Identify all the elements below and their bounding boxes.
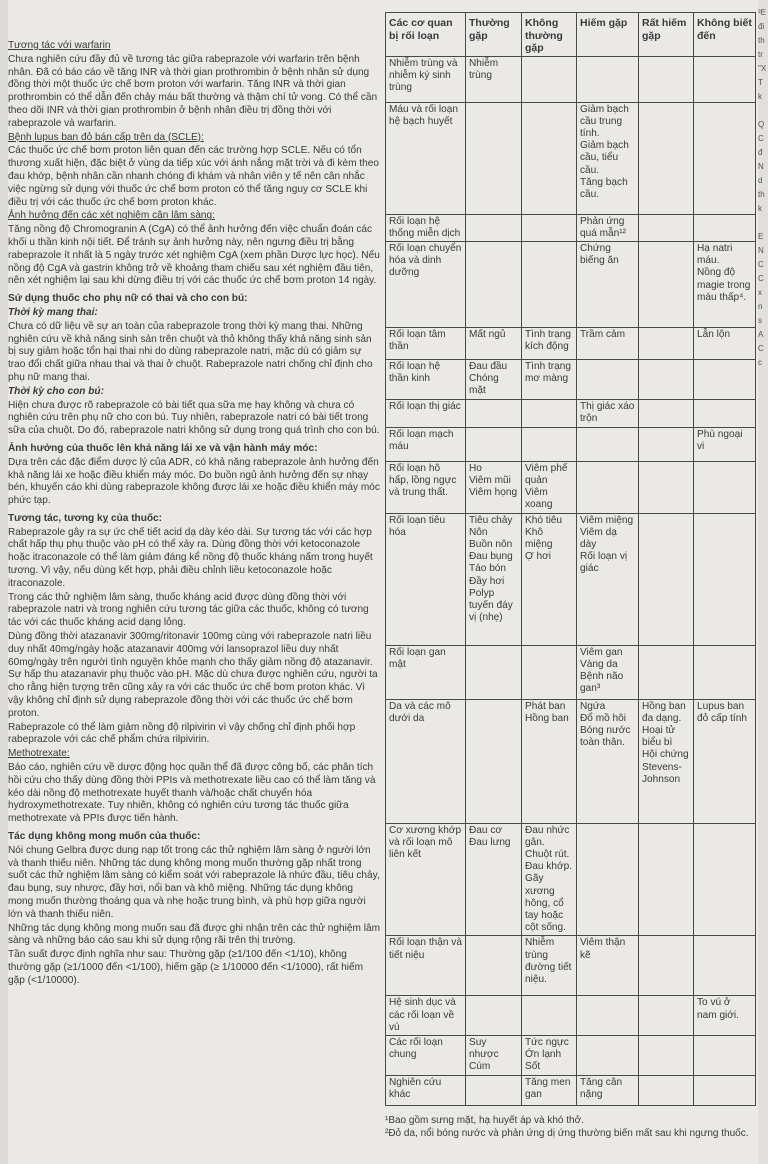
cell-text: Hội chứng Stevens-Johnson — [642, 749, 689, 785]
paragraph-pregnancy: Chưa có dữ liệu về sự an toàn của rabeprazole trong thời kỳ mang thai. Những nghiên cứu về khả năng sinh sản trên chuột và thỏ không thấy khả năng sinh sản bị suy giảm hoặc tổn hại thai nhi do dùng rabeprazole natri, mặc dù có giảm sự trao đổi chất giữa nhau thai và thai ở chuột. Rabeprazole natri chống chỉ định cho phụ nữ mang thai. — [8, 320, 373, 383]
rare-cell — [577, 645, 639, 699]
table-row — [386, 699, 756, 823]
cell-text: Ợ hơi — [525, 551, 551, 563]
organ-cell — [386, 936, 466, 996]
unknown-cell — [694, 823, 756, 936]
organ-cell — [386, 699, 466, 823]
cell-text: Rối loạn gan mật — [389, 646, 446, 670]
organ-cell — [386, 102, 466, 214]
very-rare-cell — [639, 823, 694, 936]
unknown-cell — [694, 1035, 756, 1075]
cell-text: Vàng da — [580, 658, 618, 670]
table-row — [386, 1075, 756, 1105]
rare-cell — [577, 699, 639, 823]
margin-fragment: đi — [758, 22, 765, 31]
margin-fragment: c — [758, 358, 762, 367]
unknown-cell — [694, 427, 756, 461]
cell-text: Đau bụng — [469, 551, 513, 563]
margin-fragment: T — [758, 78, 763, 87]
cell-text: Hạ natri máu. — [697, 242, 733, 267]
uncommon-cell — [522, 461, 577, 513]
very-rare-cell — [639, 1035, 694, 1075]
paragraph-adverse-effects-1: Nói chung Gelbra được dung nạp tốt trong các thử nghiệm lâm sàng ở người lớn và thanh thiếu niên. Những tác dụng không mong muốn thường gặp nhất trong suốt các thử nghiệm lâm sàng có kiểm soát với rabeprazole là nhức đầu, tiêu chảy, đau bụng, suy nhược, đầy hơi, nổi ban và khô miệng. Những tác dụng không mong muốn thường thoáng qua và nhẹ hoặc trung bình, và phù hợp giữa người lớn và thanh thiếu niên. — [8, 844, 380, 920]
unknown-cell — [694, 241, 756, 327]
rare-cell — [577, 996, 639, 1036]
organ-cell — [386, 359, 466, 399]
rare-cell — [577, 214, 639, 241]
cell-text: Rối loạn hô hấp, lồng ngực và trung thất. — [389, 462, 457, 498]
paragraph-interactions-4: Rabeprazole có thể làm giảm nồng độ rilpivirin vì vậy chống chỉ định phối hợp rabeprazole với các chế phẩm chứa rilpivirin. — [8, 721, 356, 746]
margin-fragment — [758, 216, 768, 230]
section-heading-driving: Ảnh hưởng của thuốc lên khả năng lái xe và vận hành máy móc: — [8, 442, 318, 454]
common-cell — [466, 327, 522, 359]
organ-cell — [386, 399, 466, 427]
paragraph-methotrexate: Báo cáo, nghiên cứu về dược động học quần thể đã được công bố, các phân tích hồi cứu cho thấy dùng đồng thời PPIs và methotrexate liều cao có thể làm tăng và kéo dài nồng độ methotrexate huyết thanh và/hoặc chất chuyển hóa hydroxymethotrexate. Tuy nhiên, không có nghiên cứu tương tác thuốc giữa methotrexate và PPIs được tiến hành. — [8, 762, 376, 825]
margin-fragment: C — [758, 344, 764, 353]
uncommon-cell — [522, 936, 577, 996]
margin-fragment: N — [758, 246, 764, 255]
table-row — [386, 936, 756, 996]
section-heading-interactions: Tương tác, tương kỵ của thuốc: — [8, 512, 163, 524]
cell-text: Nhiễm trùng và nhiễm ký sinh trùng — [389, 57, 458, 93]
cell-text: Viêm phế quản — [525, 462, 568, 486]
rare-cell — [577, 102, 639, 214]
common-cell — [466, 1035, 522, 1075]
rare-cell — [577, 56, 639, 102]
table-row — [386, 327, 756, 359]
table-row — [386, 996, 756, 1036]
rare-cell — [577, 359, 639, 399]
margin-fragment: ³E — [758, 8, 766, 17]
margin-fragment: tr — [758, 50, 763, 59]
paragraph-lactation: Hiện chưa được rõ rabeprazole có bài tiết qua sữa mẹ hay không và chưa có nghiên cứu trên phụ nữ cho con bú. Tuy nhiên, rabeprazole natri có bài tiết trong sữa của chuột. Do đó, rabeprazole natri không sử dụng trong quá trình cho con bú. — [8, 399, 380, 437]
cell-text: Rối loạn vị giác — [580, 551, 628, 575]
cell-text: Da và các mô dưới da — [389, 700, 451, 724]
unknown-cell — [694, 461, 756, 513]
very-rare-cell — [639, 996, 694, 1036]
uncommon-cell — [522, 699, 577, 823]
margin-fragment: C — [758, 274, 764, 283]
cell-text: Bóng nước toàn thân. — [580, 724, 631, 749]
rare-cell — [577, 936, 639, 996]
common-cell — [466, 241, 522, 327]
header-organ: Các cơ quan bị rối loạn — [386, 13, 466, 57]
uncommon-cell — [522, 996, 577, 1036]
uncommon-cell — [522, 645, 577, 699]
paragraph-interactions-2: Trong các thử nghiệm lâm sàng, thuốc kháng acid được dùng đồng thời với rabeprazole natri và trong nghiên cứu tương tác giữa các thuốc, không có tương tác với các thuốc kháng acid dạng lỏng. — [8, 591, 369, 629]
cell-text: Nhiễm trùng đường tiết niệu. — [525, 937, 572, 985]
margin-fragment: Q — [758, 120, 765, 129]
cell-text: Rối loạn hệ thống miễn dịch — [389, 215, 461, 239]
unknown-cell — [694, 102, 756, 214]
header-unknown: Không biết đến — [694, 13, 756, 57]
paragraph-adverse-effects-2: Những tác dụng không mong muốn sau đã được ghi nhận trên các thử nghiệm lâm sàng và những báo cáo sau khi sử dụng rộng rãi trên thị trường. — [8, 922, 380, 947]
cell-text: Nghiên cứu khác — [389, 1076, 442, 1101]
cell-text: Rối loạn tiêu hóa — [389, 514, 446, 538]
paragraph-interactions-3: Dùng đồng thời atazanavir 300mg/ritonavir 100mg cùng với rabeprazole natri liều duy nhất 40mg/ngày hoặc atazanavir 400mg với lansoprazol liều duy nhất 60mg/ngày trên người tình nguyện khỏe mạnh cho thấy giảm nồng độ atazanavir. Sự hấp thu atazanavir phụ thuộc vào pH. Mặc dù chưa được nghiên cứu, người ta cho rằng hiện tượng trên cũng xảy ra với các thuốc ức chế bơm proton khác. Vì vậy không chỉ định sử dụng rabeprazole đồng thời với các thuốc ức chế bơm proton. — [8, 631, 378, 719]
margin-fragment: x — [758, 288, 762, 297]
margin-fragment: d — [758, 176, 763, 185]
uncommon-cell — [522, 56, 577, 102]
very-rare-cell — [639, 1075, 694, 1105]
common-cell — [466, 823, 522, 936]
unknown-cell — [694, 996, 756, 1036]
cell-text: Ớn lạnh — [525, 1049, 562, 1061]
unknown-cell — [694, 699, 756, 823]
page-edge-left — [0, 0, 8, 1164]
cell-text: Các rối loạn chung — [389, 1036, 443, 1061]
table-row — [386, 645, 756, 699]
left-text-column — [8, 40, 380, 989]
cell-text: Đau khớp. — [525, 861, 573, 873]
cell-text: Hồng ban — [525, 712, 569, 724]
table-header-row — [386, 13, 756, 57]
paragraph-scle: Các thuốc ức chế bơm proton liên quan đến các trường hợp SCLE. Nếu có tổn thương xuất hiện, đặc biệt ở vùng da tiếp xúc với ánh nắng mặt trời và đi kèm theo đau khớp, bệnh nhân cần nhanh chóng đi khám và nhân viên y tế nên cân nhắc việc ngừng sử dụng với thuốc ức chế bơm proton có thể tăng nguy cơ SCLE khi điều trị với các thuốc ức chế bơm proton khác. — [8, 145, 380, 208]
table-row — [386, 823, 756, 936]
common-cell — [466, 699, 522, 823]
table-row — [386, 214, 756, 241]
cell-text: Ngứa — [580, 700, 606, 712]
footnote-2: ²Đỏ da, nổi bóng nước và phản ứng dị ứng thường biến mất sau khi ngưng thuốc. — [385, 1127, 749, 1139]
cell-text: Rối loạn thận và tiết niệu — [389, 937, 462, 961]
margin-fragment: th — [758, 36, 765, 45]
organ-cell — [386, 327, 466, 359]
paragraph-interactions-1: Rabeprazole gây ra sự ức chế tiết acid dạ dày kéo dài. Sự tương tác với các hợp chất hấp thụ phụ thuộc vào pH có thể xảy ra. Dùng đồng thời với ketoconazole hoặc itraconazole có thể làm giảm đáng kể nồng độ thuốc kháng nấm trong huyết tương. Vì vậy, nếu dùng kết hợp, phải điều chỉnh liều ketoconazole hoặc itraconazole. — [8, 526, 373, 589]
very-rare-cell — [639, 645, 694, 699]
cell-text: Rối loạn thị giác — [389, 400, 461, 412]
very-rare-cell — [639, 461, 694, 513]
rare-cell — [577, 399, 639, 427]
cell-text: Chóng mặt — [469, 373, 499, 397]
rare-cell — [577, 327, 639, 359]
cell-text: Tăng cân nặng — [580, 1076, 623, 1101]
margin-fragment: k — [758, 92, 762, 101]
rare-cell — [577, 823, 639, 936]
cell-text: Đau đầu — [469, 360, 508, 372]
paragraph-lab-tests: Tăng nồng độ Chromogranin A (CgA) có thể ảnh hưởng đến việc chuẩn đoán các khối u thần kinh nội tiết. Để tránh sự ảnh hưởng này, nên ngưng điều trị bằng rabeprazole ít nhất là 5 ngày trước xét nghiệm CgA (xem phần Dược lực học). Nếu nồng độ CgA và gastrin không trở về khoảng tham chiếu sau xét nghiệm đầu tiên, nên xét nghiệm lại sau khi dừng điều trị với các thuốc ức chế bơm proton 14 ngày. — [8, 224, 380, 287]
very-rare-cell — [639, 214, 694, 241]
header-uncommon: Không thường gặp — [522, 13, 577, 57]
cell-text: Viêm gan — [580, 646, 623, 658]
table-row — [386, 399, 756, 427]
table-row — [386, 102, 756, 214]
cell-text: Ho — [469, 462, 482, 474]
cell-text: Tình trạng kích động — [525, 328, 572, 353]
cell-text: Hoại tử biểu bì — [642, 724, 676, 749]
cell-text: Cúm — [469, 1061, 491, 1073]
table-row — [386, 241, 756, 327]
uncommon-cell — [522, 823, 577, 936]
very-rare-cell — [639, 327, 694, 359]
margin-fragment: k — [758, 204, 762, 213]
organ-cell — [386, 241, 466, 327]
paragraph-adverse-effects-3: Tần suất được định nghĩa như sau: Thường gặp (≥1/100 đến <1/10), không thường gặp (≥1/1000 đến <1/100), hiếm gặp (≥ 1/10000 đến <1/1000), rất hiếm gặp (<1/10000). — [8, 949, 363, 986]
rare-cell — [577, 1035, 639, 1075]
rare-cell — [577, 513, 639, 645]
cell-text: Chuột rút. — [525, 848, 570, 860]
rare-cell — [577, 1075, 639, 1105]
margin-fragment — [758, 104, 768, 118]
cell-text: Phản ứng quá mẫn¹² — [580, 215, 627, 239]
section-heading-lab-tests: Ảnh hưởng đến các xét nghiệm cận lâm sàng: — [8, 210, 215, 222]
organ-cell — [386, 513, 466, 645]
common-cell — [466, 461, 522, 513]
cell-text: Tiêu chảy — [469, 514, 513, 526]
cell-text: Khô miệng — [525, 526, 553, 550]
cell-text: Polyp tuyến đáy vị (nhẹ) — [469, 587, 513, 624]
cell-text: Nhiễm trùng — [469, 57, 499, 81]
common-cell — [466, 102, 522, 214]
margin-fragment: th — [758, 190, 765, 199]
very-rare-cell — [639, 699, 694, 823]
very-rare-cell — [639, 102, 694, 214]
paragraph-driving: Dựa trên các đặc điểm dược lý của ADR, có khả năng rabeprazole ảnh hưởng đến khả năng lái xe hoặc điều khiển máy móc. Do buồn ngủ ảnh hưởng đến sự nhạy bén, khuyến cáo khi dùng rabeprazole không được lái xe hoặc điều khiển máy móc phức tạp. — [8, 456, 380, 507]
cell-text: Thị giác xáo trộn — [580, 400, 635, 424]
cell-text: Chứng biếng ăn — [580, 242, 619, 267]
header-rare: Hiếm gặp — [577, 13, 639, 57]
rare-cell — [577, 427, 639, 461]
cell-text: Lupus ban đỏ cấp tính — [697, 700, 747, 724]
unknown-cell — [694, 214, 756, 241]
cell-text: Giảm bạch cầu, tiểu cầu. — [580, 140, 629, 176]
margin-fragment: "X — [758, 64, 767, 73]
cell-text: Đầy hơi — [469, 575, 505, 587]
unknown-cell — [694, 1075, 756, 1105]
margin-fragment: s — [758, 316, 762, 325]
table-row — [386, 56, 756, 102]
unknown-cell — [694, 513, 756, 645]
margin-fragment: đ — [758, 148, 763, 157]
paragraph-warfarin: Chưa nghiên cứu đầy đủ về tương tác giữa rabeprazole với warfarin trên bệnh nhân. Đã có báo cáo về tăng INR và thời gian prothrombin ở bệnh nhân sử dụng đồng thời một thuốc ức chế bơm proton với warfarin. Tăng INR và thời gian prothrombin có thể dẫn đến chảy máu bất thường và thậm chí tử vong. Có thể cần theo dõi INR và thời gian prothrombin ở bệnh nhân điều trị đồng thời với rabeprazole và warfarin. — [8, 53, 378, 129]
table-footnotes — [385, 1114, 755, 1140]
cell-text: Nôn — [469, 526, 488, 538]
cell-text: To vú ở nam giới. — [697, 997, 739, 1021]
cell-text: Hồng ban đa dạng. — [642, 700, 686, 724]
section-heading-pregnancy: Sử dụng thuốc cho phụ nữ có thai và cho con bú: — [8, 293, 248, 305]
common-cell — [466, 936, 522, 996]
cell-text: Rối loạn mạch máu — [389, 428, 454, 452]
cell-text: Lẫn lộn — [697, 328, 731, 340]
table-row — [386, 513, 756, 645]
organ-cell — [386, 461, 466, 513]
cell-text: Rối loạn chuyển hóa và dinh dưỡng — [389, 242, 462, 279]
cell-text: Rối loạn tâm thần — [389, 328, 446, 353]
cell-text: Tức ngực — [525, 1036, 569, 1048]
subheading-pregnancy: Thời kỳ mang thai: — [8, 306, 98, 318]
table-row — [386, 427, 756, 461]
unknown-cell — [694, 327, 756, 359]
common-cell — [466, 399, 522, 427]
cell-text: Buồn nôn — [469, 538, 513, 550]
margin-fragment: N — [758, 162, 764, 171]
organ-cell — [386, 427, 466, 461]
cell-text: Đau lưng — [469, 836, 511, 848]
cell-text: Cơ xương khớp và rối loạn mô liên kết — [389, 824, 462, 860]
cell-text: Phát ban — [525, 700, 566, 712]
cell-text: Tăng men gan — [525, 1076, 571, 1101]
very-rare-cell — [639, 241, 694, 327]
cell-text: Máu và rối loạn hệ bạch huyết — [389, 103, 459, 127]
uncommon-cell — [522, 399, 577, 427]
cell-text: Tình trạng mơ màng — [525, 360, 572, 385]
cell-text: Đổ mồ hôi — [580, 712, 627, 724]
section-heading-scle: Bệnh lupus ban đỏ bán cấp trên da (SCLE): — [8, 131, 204, 143]
cell-text: Phù ngoại vi — [697, 428, 743, 452]
cell-text: Gãy xương hông, cổ tay hoặc cột sống. — [525, 873, 566, 934]
cell-text: Khó tiêu — [525, 514, 563, 526]
common-cell — [466, 214, 522, 241]
very-rare-cell — [639, 56, 694, 102]
margin-fragment: n — [758, 302, 763, 311]
uncommon-cell — [522, 1075, 577, 1105]
common-cell — [466, 427, 522, 461]
organ-cell — [386, 1075, 466, 1105]
cell-text: Trầm cảm — [580, 328, 626, 340]
common-cell — [466, 1075, 522, 1105]
subheading-lactation: Thời kỳ cho con bú: — [8, 385, 104, 397]
rare-cell — [577, 241, 639, 327]
unknown-cell — [694, 56, 756, 102]
cell-text: Giảm bạch cầu trung tính. — [580, 103, 629, 139]
cell-text: Viêm họng — [469, 486, 518, 498]
cell-text: Tăng bạch cầu. — [580, 176, 628, 200]
uncommon-cell — [522, 1035, 577, 1075]
section-heading-adverse-effects: Tác dụng không mong muốn của thuốc: — [8, 831, 201, 843]
header-common: Thường gặp — [466, 13, 522, 57]
cell-text: Hệ sinh dục và các rối loạn về vú — [389, 997, 456, 1033]
cell-text: Bệnh não gan³ — [580, 670, 624, 695]
cell-text: Suy nhược — [469, 1036, 499, 1061]
rare-cell — [577, 461, 639, 513]
footnote-1: ¹Bao gồm sưng mặt, hạ huyết áp và khó thở. — [385, 1114, 584, 1126]
uncommon-cell — [522, 327, 577, 359]
adjacent-page-fragment — [758, 6, 768, 370]
common-cell — [466, 56, 522, 102]
cell-text: Rối loạn hệ thần kinh — [389, 360, 441, 385]
very-rare-cell — [639, 936, 694, 996]
table-row — [386, 359, 756, 399]
margin-fragment: C — [758, 260, 764, 269]
unknown-cell — [694, 359, 756, 399]
table-row — [386, 1035, 756, 1075]
organ-cell — [386, 823, 466, 936]
common-cell — [466, 359, 522, 399]
organ-cell — [386, 996, 466, 1036]
unknown-cell — [694, 936, 756, 996]
cell-text: Mất ngủ — [469, 328, 506, 340]
section-heading-methotrexate: Methotrexate: — [8, 748, 70, 760]
right-table-column — [385, 12, 755, 1140]
unknown-cell — [694, 399, 756, 427]
very-rare-cell — [639, 427, 694, 461]
organ-cell — [386, 56, 466, 102]
header-very-rare: Rất hiếm gặp — [639, 13, 694, 57]
cell-text: Đau cơ — [469, 824, 502, 836]
organ-cell — [386, 645, 466, 699]
very-rare-cell — [639, 399, 694, 427]
cell-text: Sốt — [525, 1061, 541, 1073]
uncommon-cell — [522, 359, 577, 399]
unknown-cell — [694, 645, 756, 699]
common-cell — [466, 645, 522, 699]
organ-cell — [386, 1035, 466, 1075]
common-cell — [466, 996, 522, 1036]
adverse-effects-table — [385, 12, 756, 1106]
uncommon-cell — [522, 513, 577, 645]
uncommon-cell — [522, 214, 577, 241]
margin-fragment: E — [758, 232, 764, 241]
cell-text: Viêm mũi — [469, 474, 511, 486]
section-heading-warfarin: Tương tác với warfarin — [8, 40, 111, 51]
cell-text: Viêm miệng — [580, 514, 634, 526]
cell-text: Táo bón — [469, 563, 507, 575]
uncommon-cell — [522, 102, 577, 214]
uncommon-cell — [522, 427, 577, 461]
common-cell — [466, 513, 522, 645]
margin-fragment: A — [758, 330, 764, 339]
organ-cell — [386, 214, 466, 241]
very-rare-cell — [639, 513, 694, 645]
cell-text: Viêm xoang — [525, 486, 553, 511]
cell-text: Viêm thận kẽ — [580, 937, 626, 961]
uncommon-cell — [522, 241, 577, 327]
cell-text: Đau nhức gân. — [525, 824, 570, 848]
margin-fragment: C — [758, 134, 764, 143]
very-rare-cell — [639, 359, 694, 399]
cell-text: Viêm dạ dày — [580, 526, 617, 550]
cell-text: Nồng độ magie trong máu thấp⁴. — [697, 267, 751, 303]
table-row — [386, 461, 756, 513]
